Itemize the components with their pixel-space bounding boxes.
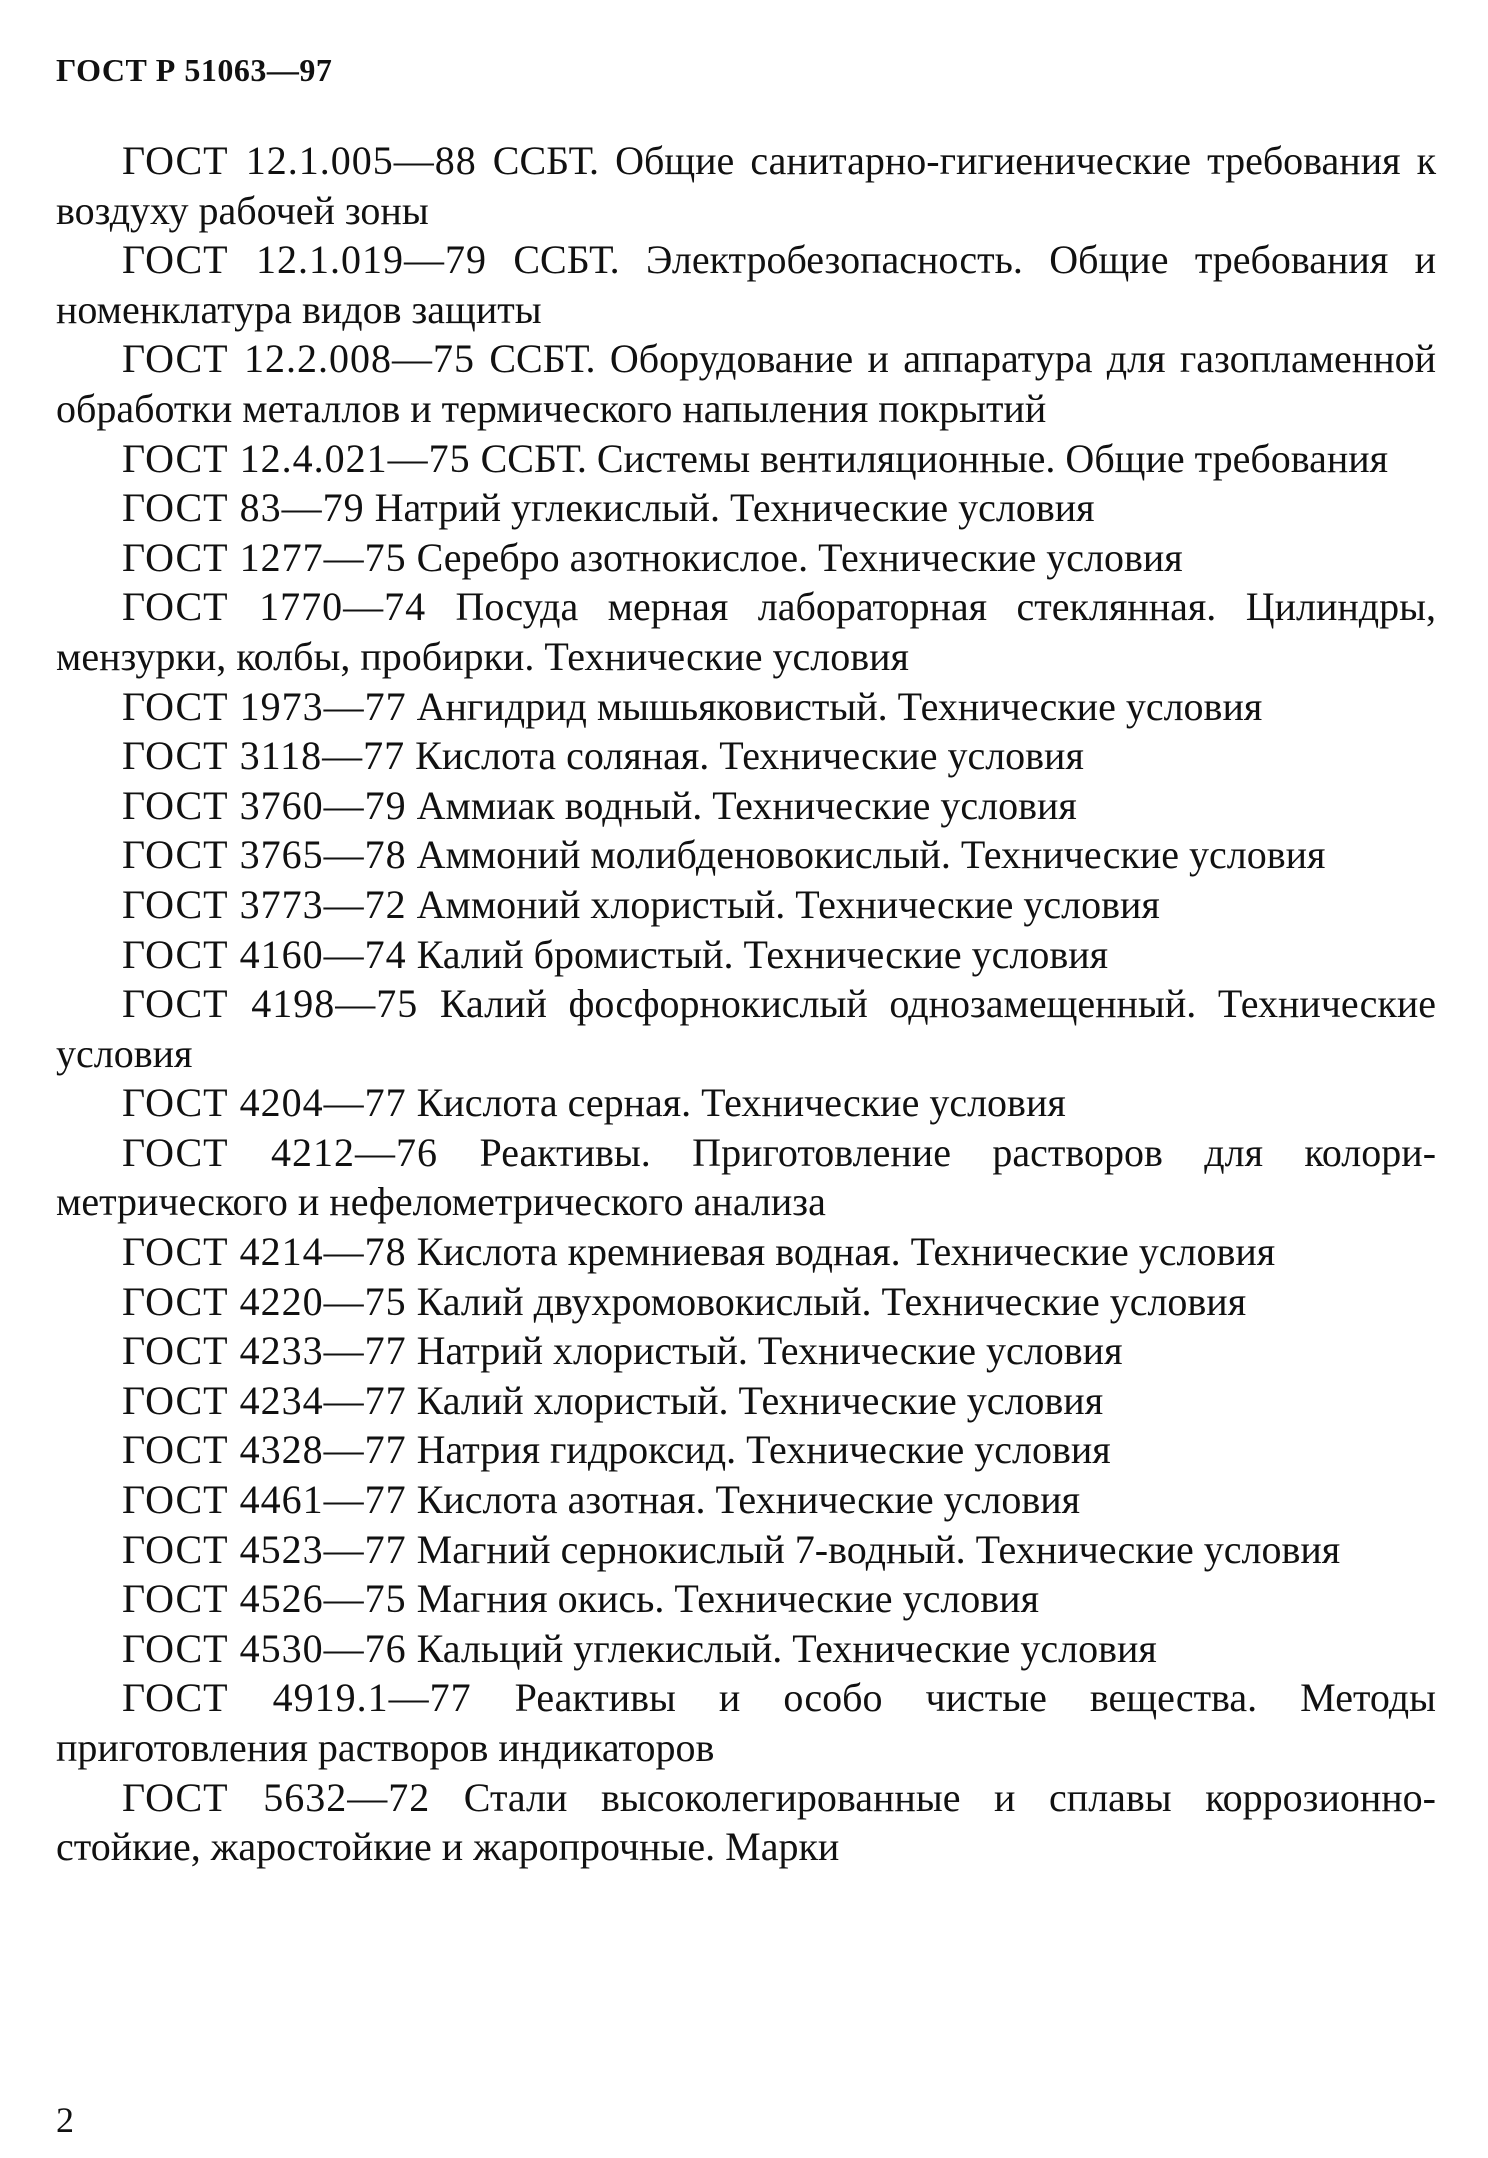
reference-code: ГОСТ 12.1.005—88 [122,138,477,183]
reference-title: Калий хлористый. Технические условия [416,1377,1104,1423]
reference-item [56,1475,1436,1525]
reference-title: Калий двухромовокислый. Технические условия [416,1278,1247,1324]
reference-title: Реактивы и особо чистые вещества. Методы приготовления растворов индикаторов [56,1675,1437,1770]
reference-item [56,1673,1436,1772]
reference-item [56,1773,1436,1872]
reference-item [56,930,1436,980]
reference-code: ГОСТ 4220—75 [122,1278,407,1324]
reference-title: Аммоний молибденовокислый. Технические условия [416,832,1326,878]
reference-title: Калий фосфорнокислый однозамещенный. Технические условия [56,981,1437,1076]
reference-title: Стали высоколегированные и сплавы коррозионно-стойкие, жаростойкие и жаропрочные. Марки [56,1774,1436,1870]
reference-code: ГОСТ 3773—72 [122,881,407,927]
reference-title: Кислота соляная. Технические условия [415,733,1084,779]
reference-code: ГОСТ 4214—78 [122,1229,407,1275]
reference-title: Аммиак водный. Технические условия [416,782,1077,828]
reference-code: ГОСТ 4234—77 [122,1377,407,1423]
reference-title: Магний сернокислый 7-водный. Технические условия [416,1526,1341,1572]
normative-references-list [56,136,1436,1872]
reference-item [56,1525,1436,1575]
reference-code: ГОСТ 1770—74 [122,584,427,630]
reference-title: Натрия гидроксид. Технические условия [416,1427,1111,1473]
reference-item [56,781,1436,831]
reference-title: ССБТ. Системы вентиляционные. Общие требования [480,435,1389,481]
reference-title: Серебро азотнокислое. Технические условия [416,534,1183,580]
reference-item [56,731,1436,781]
reference-item [56,136,1436,235]
reference-title: Натрий хлористый. Технические условия [416,1328,1123,1374]
reference-code: ГОСТ 4233—77 [122,1328,407,1374]
reference-code: ГОСТ 4461—77 [122,1477,407,1523]
reference-item [56,1326,1436,1376]
reference-code: ГОСТ 3118—77 [122,733,406,779]
reference-title: Ангидрид мышьяковистый. Технические условия [416,683,1263,729]
reference-title: Кислота кремниевая водная. Технические условия [416,1229,1276,1275]
reference-title: ССБТ. Общие санитарно-гигиенические требования к воздуху рабочей зоны [56,138,1436,233]
reference-item [56,434,1436,484]
reference-item [56,235,1436,334]
reference-code: ГОСТ 1973—77 [122,683,407,729]
reference-item [56,880,1436,930]
reference-item [56,1078,1436,1128]
reference-title: Аммоний хлористый. Технические условия [416,881,1160,927]
document-header-code: ГОСТ Р 51063—97 [56,52,333,88]
reference-code: ГОСТ 4198—75 [122,981,419,1027]
reference-item [56,1624,1436,1674]
reference-item [56,483,1436,533]
reference-item [56,682,1436,732]
reference-title: Натрий углекислый. Технические условия [374,485,1095,531]
reference-title: Кальций углекислый. Технические условия [416,1625,1157,1671]
reference-code: ГОСТ 4919.1—77 [122,1675,472,1721]
reference-title: ССБТ. Оборудование и аппаратура для газопламенной обработки металлов и термического напыления покрытий [56,336,1437,431]
reference-item [56,979,1436,1078]
reference-code: ГОСТ 4523—77 [122,1526,407,1572]
reference-title: Магния окись. Технические условия [416,1576,1039,1622]
reference-item [56,1425,1436,1475]
reference-title: ССБТ. Электробезопасность. Общие требования и номенклатура видов защиты [56,237,1436,332]
reference-code: ГОСТ 5632—72 [122,1774,431,1820]
reference-code: ГОСТ 83—79 [122,485,365,531]
page-number: 2 [56,2100,74,2140]
reference-item [56,1574,1436,1624]
reference-code: ГОСТ 12.1.019—79 [122,237,487,283]
reference-title: Кислота серная. Технические условия [416,1080,1066,1126]
reference-item [56,533,1436,583]
reference-title: Реактивы. Приготовление растворов для колориметрического и нефелометрического анализа [56,1129,1437,1225]
reference-code: ГОСТ 1277—75 [122,534,407,580]
reference-item [56,1227,1436,1277]
reference-code: ГОСТ 4204—77 [122,1080,407,1126]
reference-code: ГОСТ 3760—79 [122,782,407,828]
reference-item [56,1128,1436,1227]
reference-code: ГОСТ 4212—76 [122,1129,439,1175]
reference-code: ГОСТ 12.2.008—75 [122,336,475,382]
reference-item [56,582,1436,681]
reference-title: Посуда мерная лабораторная стеклянная. Цилиндры, мензурки, колбы, пробирки. Технические условия [56,584,1436,679]
reference-code: ГОСТ 4530—76 [122,1625,407,1671]
reference-code: ГОСТ 4526—75 [122,1576,407,1622]
reference-item [56,334,1436,433]
reference-code: ГОСТ 12.4.021—75 [122,435,471,481]
reference-code: ГОСТ 4160—74 [122,931,407,977]
reference-item [56,1277,1436,1327]
reference-item [56,1376,1436,1426]
reference-title: Кислота азотная. Технические условия [416,1477,1081,1523]
reference-code: ГОСТ 4328—77 [122,1427,407,1473]
reference-title: Калий бромистый. Технические условия [416,931,1109,977]
reference-code: ГОСТ 3765—78 [122,832,407,878]
reference-item [56,830,1436,880]
